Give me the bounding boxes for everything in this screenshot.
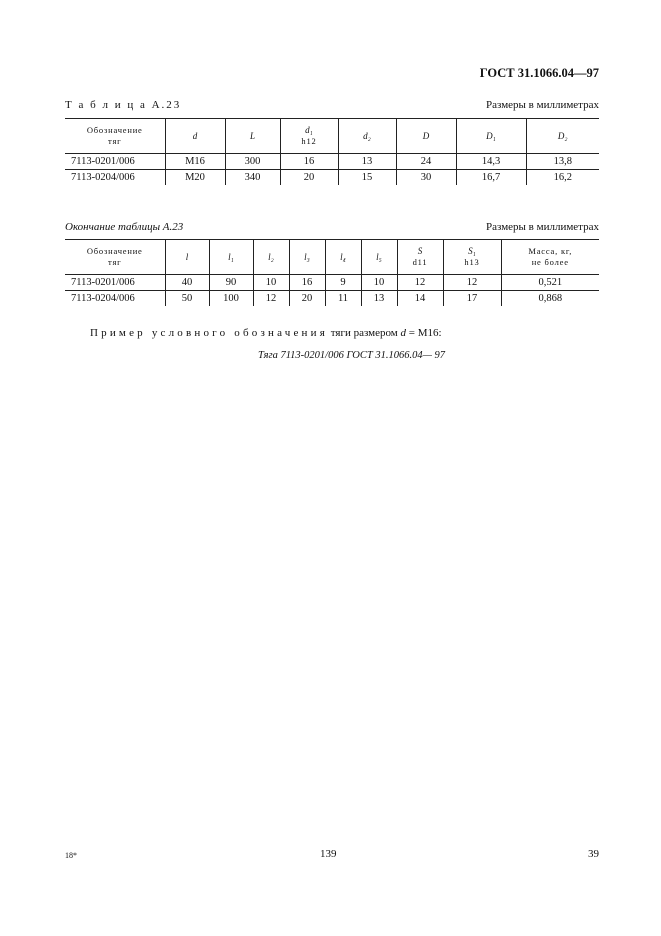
table2-header-l1: l₁ [209,240,253,275]
table1-header-d1: d₁ h12 [280,119,338,154]
table-cell: 12 [443,275,501,291]
table1-header-D2: D₂ [526,119,599,154]
footer-signature-mark: 18* [65,851,77,860]
table-cell: 0,521 [501,275,599,291]
table-cell: 15 [338,170,396,186]
table-cell: 13,8 [526,154,599,170]
table-row [65,275,599,291]
table-cell: 11 [325,291,361,307]
table-cell: 20 [289,291,325,307]
table2-header-l4: l₄ [325,240,361,275]
table-cell: 20 [280,170,338,186]
table-row [65,154,599,170]
table2-units: Размеры в миллиметрах [486,221,599,233]
footer-document-page: 39 [588,848,599,860]
table-cell: 7113-0201/006 [65,275,165,291]
table2-header-S: S d11 [397,240,443,275]
table2-header-l: l [165,240,209,275]
table-cell: 0,868 [501,291,599,307]
table-cell: 7113-0204/006 [65,170,165,186]
table-cell: 16,7 [456,170,526,186]
table-cell: 14,3 [456,154,526,170]
table1-header-designation: Обозначение тяг [65,119,165,154]
table2-header-S1: S₁ h13 [443,240,501,275]
table2-header-mass: Масса, кг, не более [501,240,599,275]
table-cell: 16,2 [526,170,599,186]
table2-caption: Окончание таблицы А.23 [65,221,184,233]
table-cell: 40 [165,275,209,291]
table-cell: 12 [253,291,289,307]
table-cell: M20 [165,170,225,186]
table-cell: 14 [397,291,443,307]
table-cell: 100 [209,291,253,307]
table2-header-l3: l₃ [289,240,325,275]
table-cell: 7113-0204/006 [65,291,165,307]
table-cell: 10 [361,275,397,291]
table-row [65,170,599,186]
table-cell: 340 [225,170,280,186]
example-designation: Тяга 7113-0201/006 ГОСТ 31.1066.04— 97 [258,350,446,361]
example-paragraph: Пример условного обозначения тяги размером d = M16: [90,327,442,339]
table-cell: 13 [361,291,397,307]
table-cell: M16 [165,154,225,170]
table-cell: 9 [325,275,361,291]
table-cell: 16 [280,154,338,170]
table1-header-d2: d₂ [338,119,396,154]
table-row [65,291,599,307]
table1-caption: Т а б л и ц а А.23 [65,99,182,111]
table-cell: 30 [396,170,456,186]
table-cell: 90 [209,275,253,291]
table-cell: 16 [289,275,325,291]
table1-units: Размеры в миллиметрах [486,99,599,111]
table-cell: 24 [396,154,456,170]
table2-header-l5: l₅ [361,240,397,275]
table1-header-L: L [225,119,280,154]
table-cell: 13 [338,154,396,170]
table1 [65,118,599,185]
table-cell: 17 [443,291,501,307]
table2-header-row [65,240,599,275]
footer-page-number: 139 [320,848,337,860]
table1-header-D1: D₁ [456,119,526,154]
table2 [65,239,599,306]
table2-header-designation: Обозначение тяг [65,240,165,275]
table1-header-d: d [165,119,225,154]
table-cell: 12 [397,275,443,291]
table1-header-D: D [396,119,456,154]
table-cell: 300 [225,154,280,170]
table1-header-row [65,119,599,154]
table-cell: 7113-0201/006 [65,154,165,170]
standard-number: ГОСТ 31.1066.04—97 [479,66,599,80]
table-cell: 10 [253,275,289,291]
table-cell: 50 [165,291,209,307]
table2-header-l2: l₂ [253,240,289,275]
